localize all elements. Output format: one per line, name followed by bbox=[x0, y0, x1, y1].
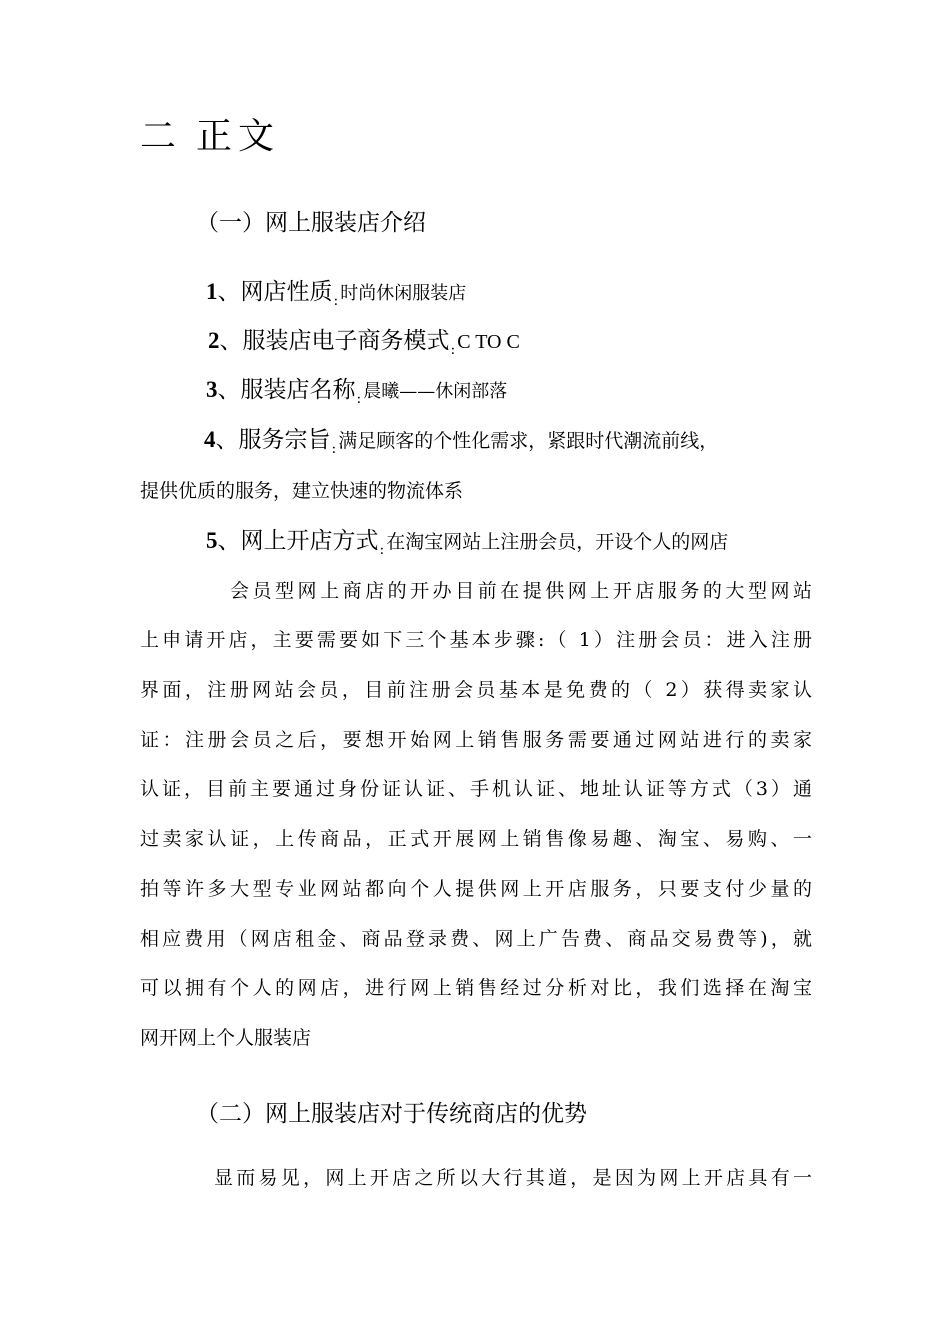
item-colon: : bbox=[450, 342, 456, 358]
section-heading-1: （一）网上服装店介绍 bbox=[196, 210, 426, 236]
item-value: 满足顾客的个性化需求，紧跟时代潮流前线， bbox=[338, 430, 719, 452]
paragraph-line: 证：注册会员之后，要想开始网上销售服务需要通过网站进行的卖家 bbox=[140, 729, 812, 751]
item-value: 晨曦——休闲部落 bbox=[363, 381, 508, 402]
item-colon: : bbox=[333, 293, 339, 309]
closing-line: 显而易见，网上开店之所以大行其道，是因为网上开店具有一 bbox=[214, 1167, 812, 1189]
paragraph-line: 上申请开店，主要需要如下三个基本步骤:（ 1）注册会员：进入注册 bbox=[140, 629, 812, 651]
item-number: 4 bbox=[204, 427, 216, 452]
item-label: 服装店电子商务模式 bbox=[242, 328, 450, 354]
item-colon: : bbox=[379, 542, 385, 558]
item-label: 服务宗旨 bbox=[238, 427, 331, 453]
item-number: 1 bbox=[206, 279, 218, 304]
paragraph-line: 会员型网上商店的开办目前在提供网上开店服务的大型网站 bbox=[230, 580, 812, 602]
item-value: C TO C bbox=[457, 331, 520, 353]
paragraph-line: 过卖家认证，上传商品，正式开展网上销售像易趣、淘宝、易购、一 bbox=[140, 828, 812, 850]
item-number: 5 bbox=[206, 528, 218, 553]
list-item-4 bbox=[204, 425, 718, 464]
item-value: 在淘宝网站上注册会员，开设个人的网店 bbox=[386, 531, 729, 553]
page-title bbox=[140, 108, 280, 159]
list-item-2 bbox=[208, 326, 520, 365]
list-item-1 bbox=[206, 277, 466, 316]
item-number: 3 bbox=[206, 377, 218, 402]
title-text: 正文 bbox=[196, 116, 281, 157]
title-numeral: 二 bbox=[140, 116, 183, 157]
item-separator: 、 bbox=[215, 427, 239, 453]
paragraph-line: 可以拥有个人的网店，进行网上销售经过分析对比，我们选择在淘宝 bbox=[140, 977, 812, 999]
paragraph-line: 界面，注册网站会员，目前注册会员基本是免费的（ 2）获得卖家认 bbox=[140, 679, 812, 701]
list-item-5 bbox=[206, 526, 728, 565]
item-separator: 、 bbox=[217, 279, 241, 305]
item-4-continuation: 提供优质的服务，建立快速的物流体系 bbox=[140, 480, 464, 502]
item-label: 网上开店方式 bbox=[240, 528, 379, 554]
item-colon: : bbox=[356, 391, 362, 407]
item-separator: 、 bbox=[217, 528, 241, 554]
paragraph-line: 拍等许多大型专业网站都向个人提供网上开店服务，只要支付少量的 bbox=[140, 878, 812, 900]
item-number: 2 bbox=[208, 328, 220, 353]
paragraph-line: 相应费用（网店租金、商品登录费、网上广告费、商品交易费等)，就 bbox=[140, 928, 812, 950]
paragraph-line: 网开网上个人服装店 bbox=[140, 1027, 312, 1049]
list-item-3 bbox=[206, 375, 507, 414]
item-colon: : bbox=[331, 441, 337, 457]
paragraph-line: 认证，目前主要通过身份证认证、手机认证、地址认证等方式（3）通 bbox=[140, 778, 812, 800]
item-separator: 、 bbox=[217, 377, 241, 403]
item-label: 网店性质 bbox=[240, 279, 333, 305]
item-separator: 、 bbox=[219, 328, 243, 354]
section-heading-2: （二）网上服装店对于传统商店的优势 bbox=[196, 1101, 587, 1127]
item-label: 服装店名称 bbox=[240, 377, 356, 403]
item-value: 时尚休闲服装店 bbox=[340, 283, 467, 304]
